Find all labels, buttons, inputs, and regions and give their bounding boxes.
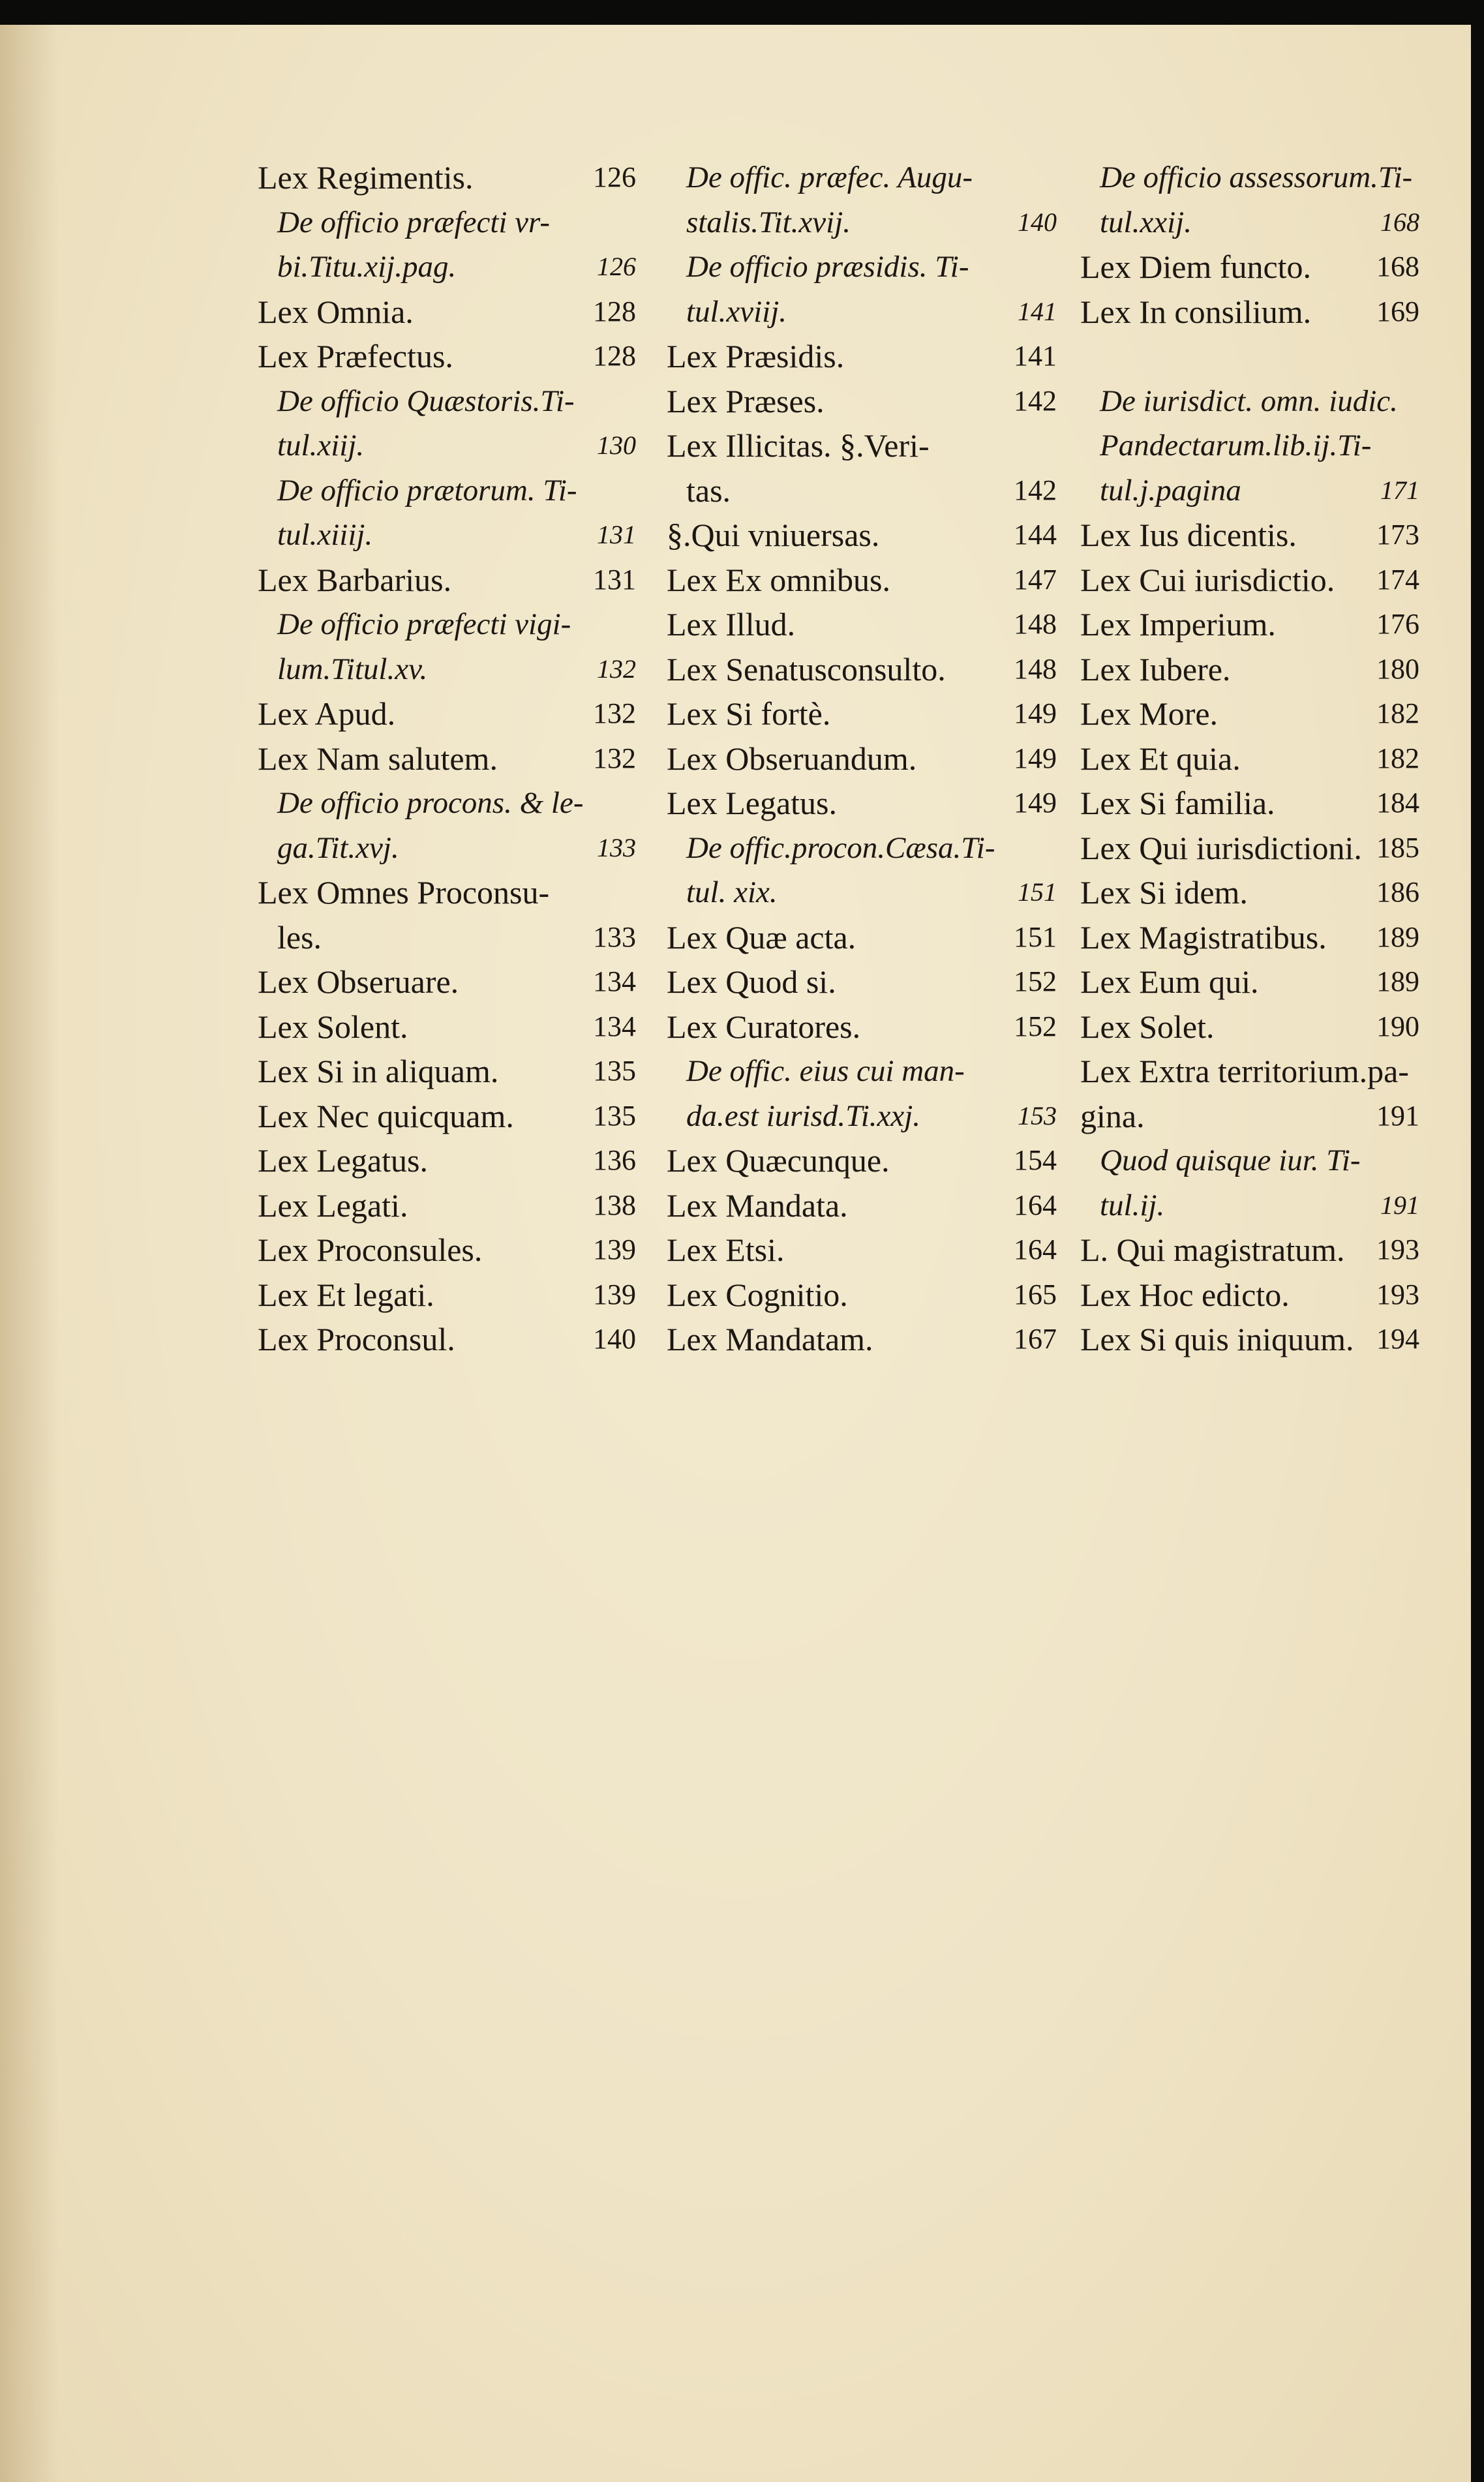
- page-number: 142: [1014, 474, 1057, 506]
- entry-text: tul.xxij.: [1100, 205, 1192, 239]
- index-entry: [667, 781, 1057, 826]
- page-number: 151: [1018, 877, 1057, 907]
- index-entry: [258, 290, 636, 335]
- page-number: 154: [1014, 1144, 1057, 1176]
- entry-text: Lex Proconsul.: [258, 1321, 455, 1357]
- page-number: 132: [597, 654, 636, 684]
- index-entry: [1080, 960, 1419, 1005]
- entry-text: Lex Imperium.: [1080, 606, 1276, 643]
- entry-text: De officio assessorum.Ti-: [1100, 160, 1413, 194]
- index-entry: [258, 960, 636, 1005]
- page-number: 152: [1014, 965, 1057, 997]
- entry-text: Lex Præsidis.: [667, 338, 845, 374]
- entry-text: Lex Quæ acta.: [667, 918, 856, 956]
- entry-text: Lex Omnia.: [258, 293, 414, 330]
- entry-text: De offic.procon.Cæsa.Ti-: [686, 830, 995, 865]
- entry-text: Lex Si quis iniquum.: [1080, 1321, 1354, 1357]
- index-entry: [258, 1273, 636, 1318]
- page-number: 194: [1376, 1323, 1419, 1355]
- index-entry: [258, 1005, 636, 1050]
- page-number: 147: [1014, 563, 1057, 596]
- index-entry: [1080, 870, 1419, 915]
- index-entry: [258, 334, 636, 379]
- page-number: 149: [1014, 697, 1057, 729]
- index-entry: [258, 915, 636, 960]
- index-entry: [1080, 334, 1419, 379]
- index-entry: [667, 379, 1057, 424]
- page-number: 151: [1014, 920, 1057, 953]
- entry-text: Lex Obseruandum.: [667, 740, 917, 777]
- page-number: 152: [1014, 1010, 1057, 1042]
- page-number: 134: [593, 965, 636, 997]
- page-number: 176: [1376, 608, 1419, 640]
- page-number: 189: [1376, 965, 1419, 997]
- index-entry: [1080, 245, 1419, 290]
- index-heading-line: [1080, 423, 1419, 468]
- index-entry: [1080, 558, 1419, 603]
- entry-text: Lex Et legati.: [258, 1276, 434, 1313]
- entry-text: Lex Illud.: [667, 606, 796, 643]
- page-number: 148: [1014, 652, 1057, 685]
- index-heading-line: [258, 245, 636, 290]
- index-entry: [1080, 1228, 1419, 1273]
- page-number: 193: [1376, 1233, 1419, 1265]
- index-entry: [1080, 513, 1419, 558]
- page-number: 193: [1376, 1278, 1419, 1310]
- entry-text: Lex Apud.: [258, 695, 396, 732]
- index-heading-line: [1080, 468, 1419, 513]
- entry-text: gina.: [1080, 1097, 1145, 1134]
- entry-text: Lex Barbarius.: [258, 561, 452, 598]
- index-entry: [1080, 1049, 1419, 1094]
- entry-text: Lex Etsi.: [667, 1232, 785, 1268]
- book-page: [0, 25, 1471, 2482]
- page-number: 135: [593, 1099, 636, 1132]
- entry-text: Lex Omnes Proconsu-: [258, 874, 550, 911]
- index-entry: [1080, 1005, 1419, 1050]
- page-number: 131: [593, 563, 636, 596]
- entry-text: les.: [277, 918, 322, 956]
- entry-text: Lex Præfectus.: [258, 338, 453, 374]
- index-column-3: [1080, 155, 1419, 1362]
- index-heading-line: [667, 245, 1057, 290]
- index-heading-line: [1080, 155, 1419, 200]
- entry-text: Lex Magistratibus.: [1080, 918, 1327, 956]
- entry-text: tul.xviij.: [686, 294, 787, 329]
- index-heading-line: [258, 513, 636, 558]
- index-entry: [667, 1138, 1057, 1183]
- entry-text: Lex Senatusconsulto.: [667, 650, 946, 688]
- entry-text: Lex Qui iurisdictioni.: [1080, 829, 1362, 866]
- index-entry: [258, 155, 636, 200]
- entry-text: tul.xiij.: [277, 429, 365, 462]
- entry-text: Lex Curatores.: [667, 1008, 861, 1045]
- index-entry: [667, 1273, 1057, 1318]
- page-number: 126: [597, 252, 636, 281]
- page-number: 140: [1018, 207, 1057, 237]
- index-entry: [667, 423, 1057, 468]
- page-number: 131: [597, 520, 636, 549]
- index-entry: [258, 736, 636, 781]
- page-number: 167: [1014, 1323, 1057, 1355]
- entry-text: Lex Obseruare.: [258, 963, 459, 1000]
- index-entry: [258, 1049, 636, 1094]
- entry-text: De officio præfecti vigi-: [277, 607, 571, 641]
- entry-text: De offic. eius cui man-: [686, 1054, 965, 1088]
- page-number: 128: [593, 340, 636, 372]
- entry-text: Lex Ex omnibus.: [667, 561, 891, 598]
- page-number: 174: [1376, 563, 1419, 596]
- index-heading-line: [667, 826, 1057, 871]
- entry-text: Lex Legatus.: [258, 1142, 429, 1179]
- entry-text: L. Qui magistratum.: [1080, 1232, 1345, 1268]
- index-heading-line: [258, 826, 636, 871]
- page-number: 135: [593, 1055, 636, 1087]
- index-entry: [667, 1228, 1057, 1273]
- index-entry: [1080, 781, 1419, 826]
- page-number: 189: [1376, 920, 1419, 953]
- index-heading-line: [1080, 1138, 1419, 1183]
- index-entry: [258, 870, 636, 915]
- entry-text: Lex Mandata.: [667, 1187, 848, 1224]
- page-number: 182: [1376, 742, 1419, 774]
- index-entry: [667, 558, 1057, 603]
- page-number: 168: [1376, 250, 1419, 282]
- index-heading-line: [667, 1049, 1057, 1094]
- page-number: 184: [1376, 787, 1419, 819]
- entry-text: tul.ij.: [1100, 1188, 1165, 1222]
- entry-text: Lex Diem functo.: [1080, 249, 1312, 285]
- entry-text: Lex Hoc edicto.: [1080, 1276, 1290, 1313]
- entry-text: Lex Proconsules.: [258, 1232, 483, 1268]
- page-number: 139: [593, 1233, 636, 1265]
- page-number: 134: [593, 1010, 636, 1042]
- index-heading-line: [258, 781, 636, 826]
- page-number: 128: [593, 295, 636, 327]
- index-entry: [667, 647, 1057, 692]
- index-entry: [1080, 1094, 1419, 1139]
- index-heading-line: [258, 379, 636, 424]
- entry-text: Lex Ius dicentis.: [1080, 517, 1297, 553]
- page-number: 173: [1376, 519, 1419, 551]
- index-entry: [1080, 1273, 1419, 1318]
- entry-text: Lex Præses.: [667, 382, 825, 419]
- entry-text: De iurisdict. omn. iudic.: [1100, 384, 1398, 418]
- index-entry: [667, 334, 1057, 379]
- entry-text: Lex Quod si.: [667, 963, 836, 1000]
- index-entry: [1080, 915, 1419, 960]
- page-number: 139: [593, 1278, 636, 1310]
- entry-text: Lex Si fortè.: [667, 695, 831, 732]
- page-number: 164: [1014, 1233, 1057, 1265]
- index-heading-line: [667, 290, 1057, 335]
- page-number: 141: [1014, 340, 1057, 372]
- page-number: 168: [1380, 207, 1419, 237]
- entry-text: De officio prætorum. Ti-: [277, 473, 577, 507]
- index-entry: [667, 691, 1057, 736]
- entry-text: Lex Nam salutem.: [258, 740, 498, 777]
- entry-text: Lex Iubere.: [1080, 650, 1231, 688]
- index-entry: [667, 1005, 1057, 1050]
- index-entry: [258, 1138, 636, 1183]
- page-number: 182: [1376, 697, 1419, 729]
- entry-text: da.est iurisd.Ti.xxj.: [686, 1098, 921, 1133]
- entry-text: De officio præsidis. Ti-: [686, 250, 969, 284]
- entry-text: De offic. præfec. Augu-: [686, 160, 973, 194]
- index-heading-line: [1080, 1183, 1419, 1228]
- index-entry: [258, 1228, 636, 1273]
- page-number: 148: [1014, 608, 1057, 640]
- page-number: 136: [593, 1144, 636, 1176]
- page-number: 141: [1018, 296, 1057, 326]
- page-number: 149: [1014, 787, 1057, 819]
- index-entry: [258, 1317, 636, 1362]
- entry-text: Lex Eum qui.: [1080, 963, 1259, 1000]
- entry-text: Lex Extra territorium.pa-: [1080, 1053, 1409, 1089]
- entry-text: Lex Cui iurisdictio.: [1080, 561, 1335, 598]
- index-heading-line: [258, 200, 636, 245]
- entry-text: De officio procons. & le-: [277, 786, 584, 820]
- index-heading-line: [258, 647, 636, 692]
- entry-text: §.Qui vniuersas.: [667, 517, 880, 553]
- index-entry: [667, 1317, 1057, 1362]
- index-heading-line: [667, 155, 1057, 200]
- index-entry: [1080, 736, 1419, 781]
- index-heading-line: [1080, 379, 1419, 424]
- entry-text: tas.: [686, 472, 731, 509]
- entry-text: Lex Nec quicquam.: [258, 1097, 514, 1134]
- page-number: 169: [1376, 295, 1419, 327]
- entry-text: Lex Legatus.: [667, 785, 838, 821]
- index-heading-line: [667, 870, 1057, 915]
- index-entry: [1080, 826, 1419, 871]
- index-entry: [1080, 691, 1419, 736]
- entry-text: Lex Legati.: [258, 1187, 408, 1224]
- entry-text: lum.Titul.xv.: [277, 652, 428, 686]
- index-heading-line: [1080, 200, 1419, 245]
- page-number: 171: [1380, 475, 1419, 505]
- entry-text: Quod quisque iur. Ti-: [1100, 1143, 1361, 1177]
- entry-text: De officio præfecti vr-: [277, 205, 551, 239]
- index-column-2: [667, 155, 1057, 1362]
- entry-text: stalis.Tit.xvij.: [686, 205, 851, 239]
- entry-text: Lex Quæcunque.: [667, 1142, 890, 1179]
- index-entry: [258, 1183, 636, 1228]
- page-number: 186: [1376, 876, 1419, 908]
- entry-text: Lex Et quia.: [1080, 740, 1241, 777]
- index-heading-line: [258, 602, 636, 647]
- page-number: 149: [1014, 742, 1057, 774]
- page-number: 180: [1376, 652, 1419, 685]
- page-number: 130: [597, 431, 636, 460]
- index-entry: [258, 558, 636, 603]
- page-number: 191: [1380, 1190, 1419, 1220]
- entry-text: Lex Solent.: [258, 1008, 408, 1045]
- page-number: 190: [1376, 1010, 1419, 1042]
- index-entry: [258, 1094, 636, 1139]
- index-entry: [667, 513, 1057, 558]
- entry-text: Lex Si in aliquam.: [258, 1053, 499, 1089]
- index-heading-line: [258, 468, 636, 513]
- index-entry: [1080, 1317, 1419, 1362]
- index-entry: [258, 691, 636, 736]
- entry-text: tul.j.pagina: [1100, 473, 1241, 507]
- entry-text: tul.xiiij.: [277, 518, 373, 552]
- entry-text: Lex Mandatam.: [667, 1321, 873, 1357]
- index-column-1: [258, 155, 636, 1362]
- entry-text: Lex More.: [1080, 695, 1219, 732]
- entry-text: ga.Tit.xvj.: [277, 830, 399, 865]
- entry-text: De officio Quæstoris.Ti-: [277, 384, 575, 418]
- entry-text: Lex Cognitio.: [667, 1276, 848, 1313]
- page-number: 132: [593, 697, 636, 729]
- entry-text: tul. xix.: [686, 875, 778, 909]
- entry-text: Lex In consilium.: [1080, 293, 1312, 330]
- entry-text: Lex Illicitas. §.Veri-: [667, 427, 930, 464]
- index-entry: [667, 468, 1057, 513]
- index-heading-line: [667, 1094, 1057, 1139]
- page-number: 138: [593, 1188, 636, 1221]
- entry-text: Lex Si familia.: [1080, 785, 1275, 821]
- entry-text: Pandectarum.lib.ij.Ti-: [1100, 429, 1372, 462]
- page-number: 126: [593, 161, 636, 193]
- page-number: 191: [1376, 1099, 1419, 1132]
- index-heading-line: [258, 423, 636, 468]
- index-heading-line: [667, 200, 1057, 245]
- page-number: 142: [1014, 384, 1057, 417]
- page-number: 144: [1014, 519, 1057, 551]
- entry-text: Lex Solet.: [1080, 1008, 1215, 1045]
- page-number: 133: [593, 920, 636, 953]
- entry-text: bi.Titu.xij.pag.: [277, 250, 457, 284]
- index-entry: [667, 1183, 1057, 1228]
- index-entry: [1080, 602, 1419, 647]
- index-entry: [1080, 647, 1419, 692]
- entry-text: Lex Regimentis.: [258, 159, 474, 196]
- index-entry: [1080, 290, 1419, 335]
- page-number: 133: [597, 832, 636, 862]
- page-number: 185: [1376, 831, 1419, 864]
- index-entry: [667, 736, 1057, 781]
- index-entry: [667, 960, 1057, 1005]
- entry-text: Lex Si idem.: [1080, 874, 1248, 911]
- index-entry: [667, 915, 1057, 960]
- page-number: 164: [1014, 1188, 1057, 1221]
- index-entry: [667, 602, 1057, 647]
- page-number: 140: [593, 1323, 636, 1355]
- page-number: 132: [593, 742, 636, 774]
- page-number: 153: [1018, 1100, 1057, 1130]
- page-number: 165: [1014, 1278, 1057, 1310]
